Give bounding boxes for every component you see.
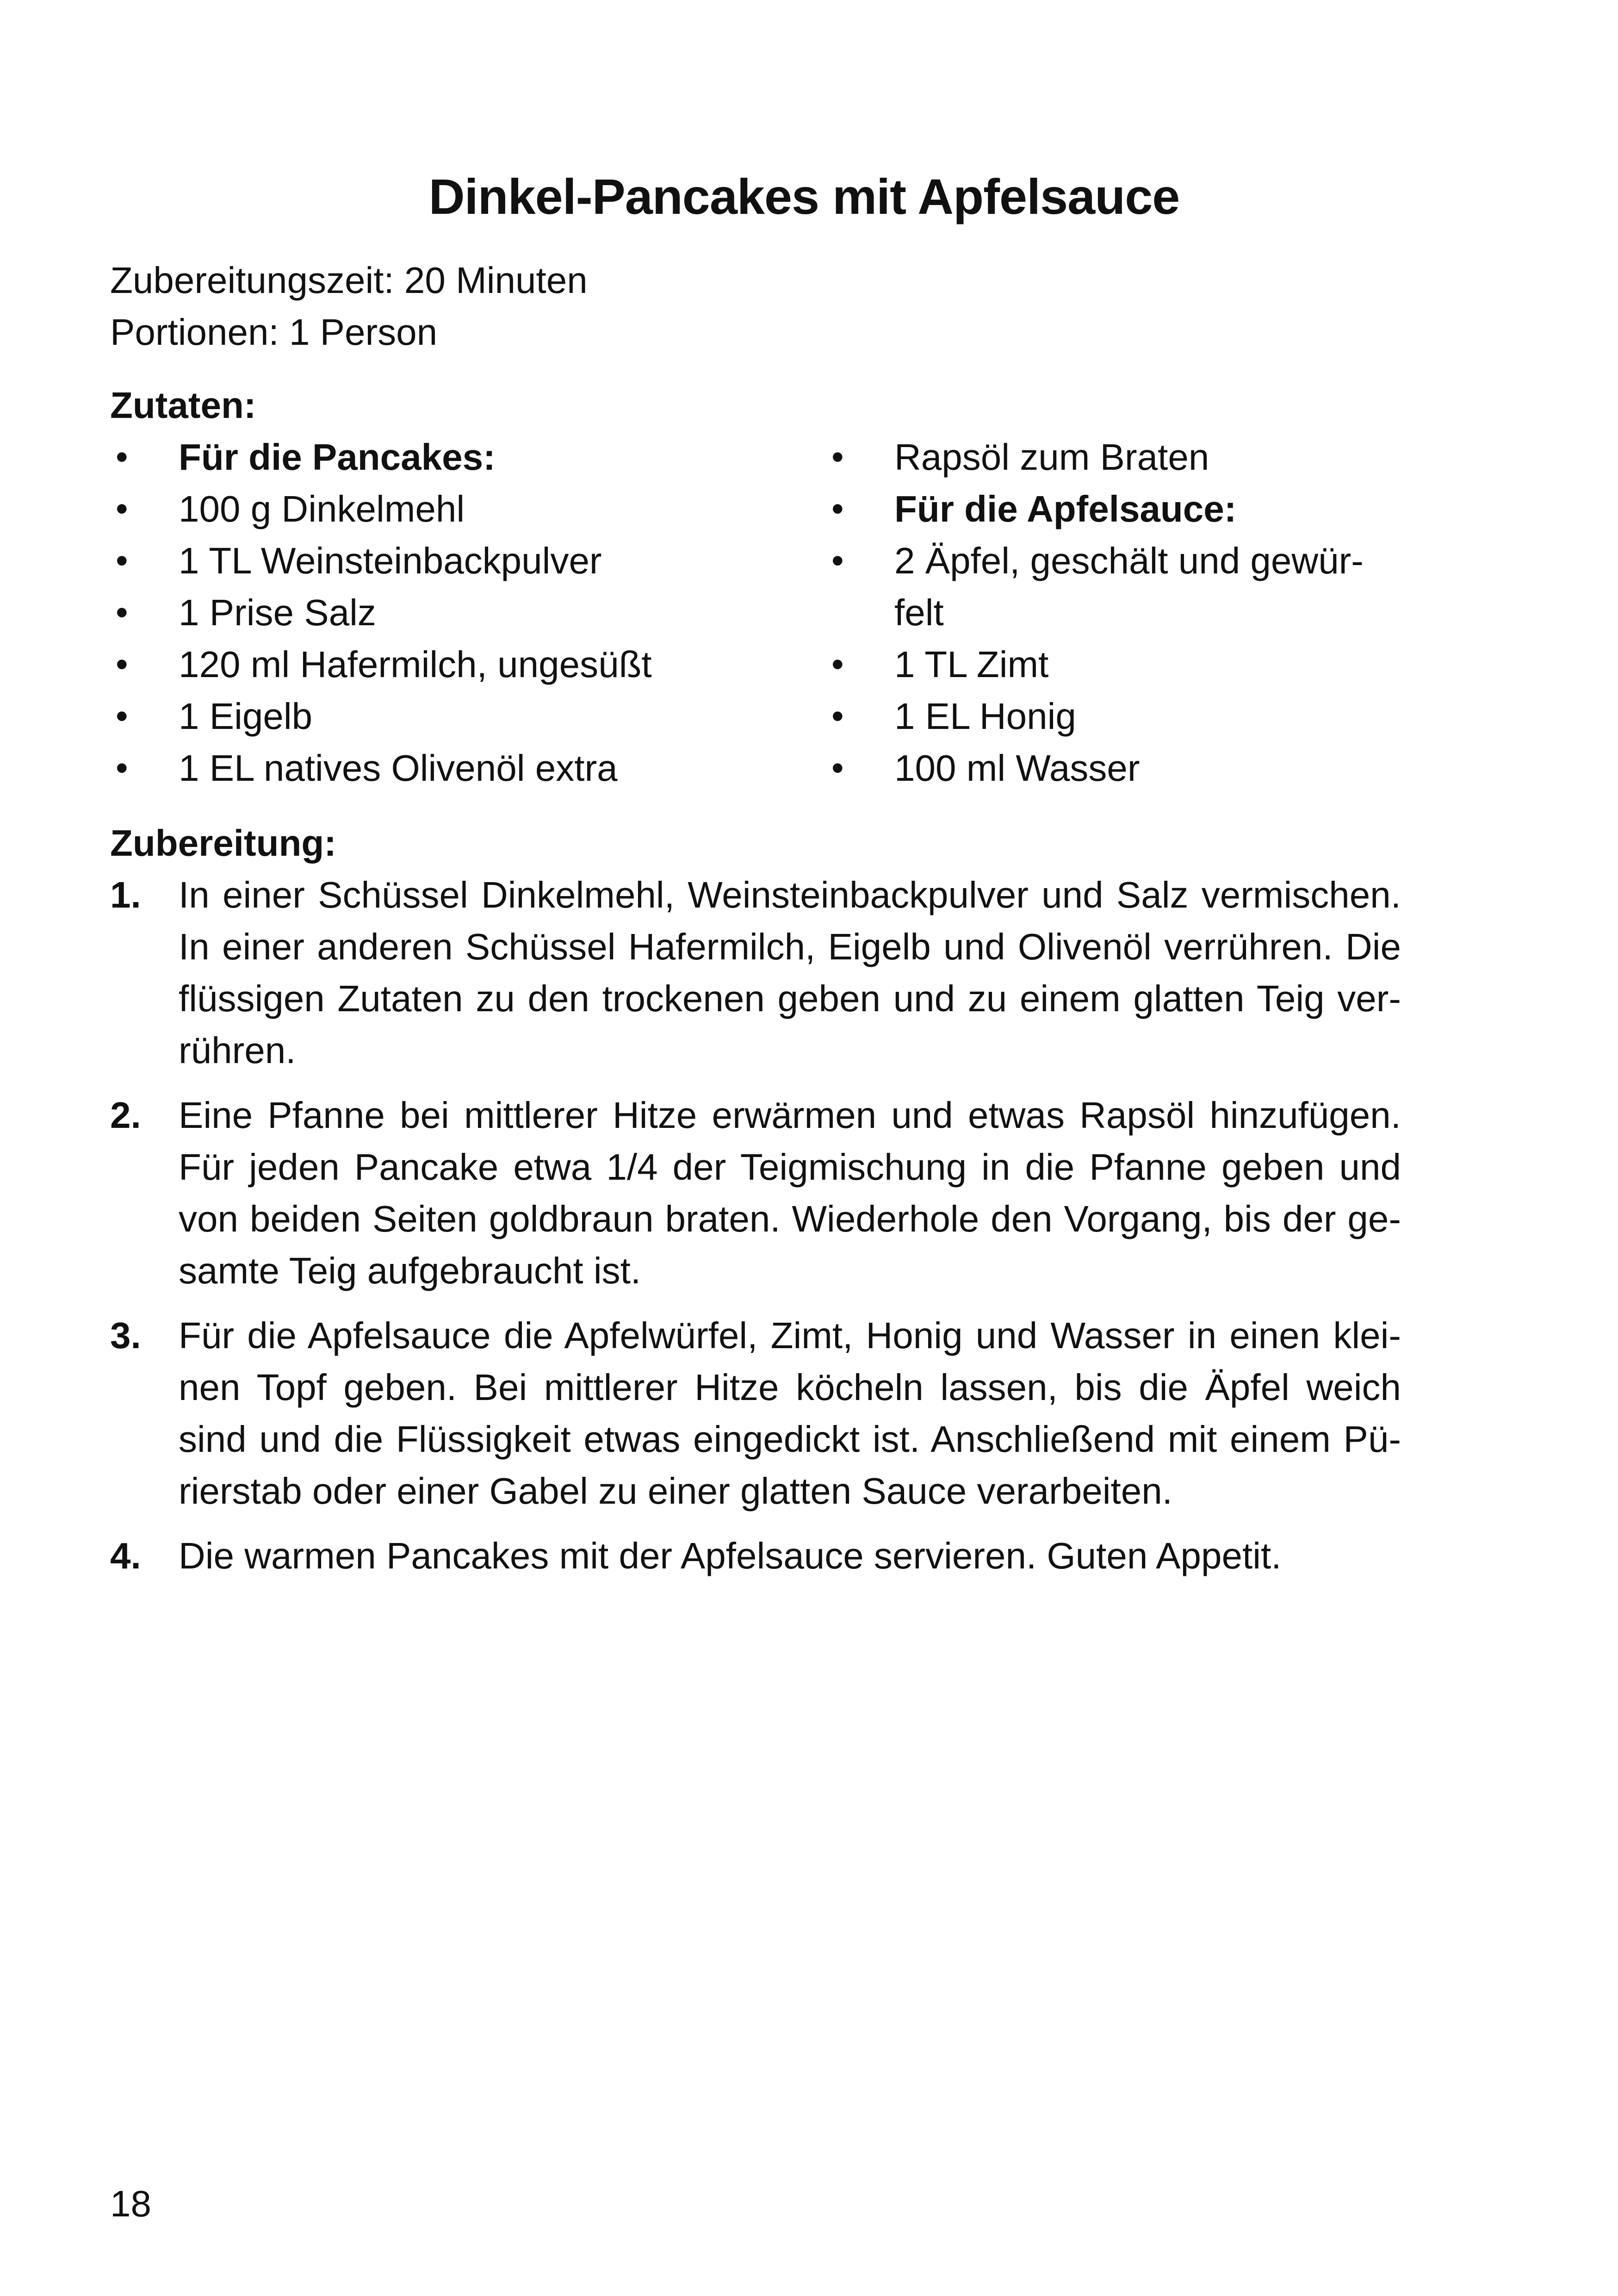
ingredients-list-right bbox=[826, 431, 1395, 794]
prep-time: Zubereitungszeit: 20 Minuten bbox=[110, 260, 588, 301]
ingredient-item: • 1 EL Honig bbox=[826, 691, 1395, 742]
ingredient-item: • Für die Pancakes: bbox=[110, 431, 804, 483]
preparation-step bbox=[110, 1530, 1401, 1582]
ingredient-item: • 1 Eigelb bbox=[110, 691, 804, 742]
step-text: In einer Schüssel Dinkelmehl, Weinsteinbackpulver und Salz vermischen. In einer anderen Schüssel Hafermilch, Eigelb und Olivenöl verrühren. Die flüssigen Zutaten zu den trockenen geben und zu einem glatten Teig ver-rühren. bbox=[179, 874, 1401, 1071]
bullet-icon: • bbox=[116, 748, 128, 788]
ingredient-item: • 100 g Dinkelmehl bbox=[110, 483, 804, 535]
preparation-step bbox=[110, 1089, 1401, 1297]
step-text: Eine Pfanne bei mittlerer Hitze erwärmen und etwas Rapsöl hinzufügen. Für jeden Pancake etwa 1/4 der Teigmischung in die Pfanne geben und von beiden Seiten goldbraun braten. Wiederhole den Vorgang, bis der ge-samte Teig aufgebraucht ist. bbox=[179, 1095, 1401, 1291]
recipe-meta bbox=[110, 255, 588, 358]
bullet-icon: • bbox=[831, 437, 844, 477]
bullet-icon: • bbox=[116, 645, 128, 684]
ingredient-item: • Für die Apfelsauce: bbox=[826, 483, 1395, 535]
step-text: Die warmen Pancakes mit der Apfelsauce servieren. Guten Appetit. bbox=[179, 1535, 1282, 1576]
step-number: 4. bbox=[110, 1535, 141, 1576]
ingredient-item: • 2 Äpfel, geschält und gewür-felt bbox=[826, 535, 1395, 639]
step-number: 2. bbox=[110, 1095, 141, 1136]
bullet-icon: • bbox=[116, 593, 128, 632]
page-number: 18 bbox=[110, 2183, 151, 2224]
step-number: 3. bbox=[110, 1315, 141, 1356]
bullet-icon: • bbox=[831, 645, 844, 684]
ingredient-item: • 120 ml Hafermilch, ungesüßt bbox=[110, 639, 804, 691]
preparation-steps bbox=[110, 869, 1401, 1595]
preparation-heading: Zubereitung: bbox=[110, 822, 336, 864]
ingredients-list-left bbox=[110, 431, 804, 794]
bullet-icon: • bbox=[116, 541, 128, 580]
bullet-icon: • bbox=[116, 489, 128, 529]
servings: Portionen: 1 Person bbox=[110, 311, 438, 353]
step-number: 1. bbox=[110, 874, 141, 915]
preparation-step bbox=[110, 869, 1401, 1076]
ingredient-item: • Rapsöl zum Braten bbox=[826, 431, 1395, 483]
ingredient-item: • 1 Prise Salz bbox=[110, 587, 804, 639]
ingredient-item: • 1 TL Zimt bbox=[826, 639, 1395, 691]
bullet-icon: • bbox=[116, 697, 128, 736]
bullet-icon: • bbox=[831, 489, 844, 529]
recipe-title: Dinkel-Pancakes mit Apfelsauce bbox=[428, 168, 1180, 224]
bullet-icon: • bbox=[831, 748, 844, 788]
step-text: Für die Apfelsauce die Apfelwürfel, Zimt, Honig und Wasser in einen klei-nen Topf geben. Bei mittlerer Hitze köcheln lassen, bis die Äpfel weich sind und die Flüssigkeit etwas eingedickt ist. Anschließend mit einem Pü-rierstab oder einer Gabel zu einer glatten Sauce verarbeiten. bbox=[179, 1315, 1401, 1512]
bullet-icon: • bbox=[831, 697, 844, 736]
bullet-icon: • bbox=[116, 437, 128, 477]
ingredients-heading: Zutaten: bbox=[110, 385, 256, 426]
ingredient-item: • 1 TL Weinsteinbackpulver bbox=[110, 535, 804, 587]
bullet-icon: • bbox=[831, 541, 844, 580]
ingredient-item: • 1 EL natives Olivenöl extra bbox=[110, 742, 804, 794]
ingredient-item: • 100 ml Wasser bbox=[826, 742, 1395, 794]
preparation-step bbox=[110, 1310, 1401, 1517]
